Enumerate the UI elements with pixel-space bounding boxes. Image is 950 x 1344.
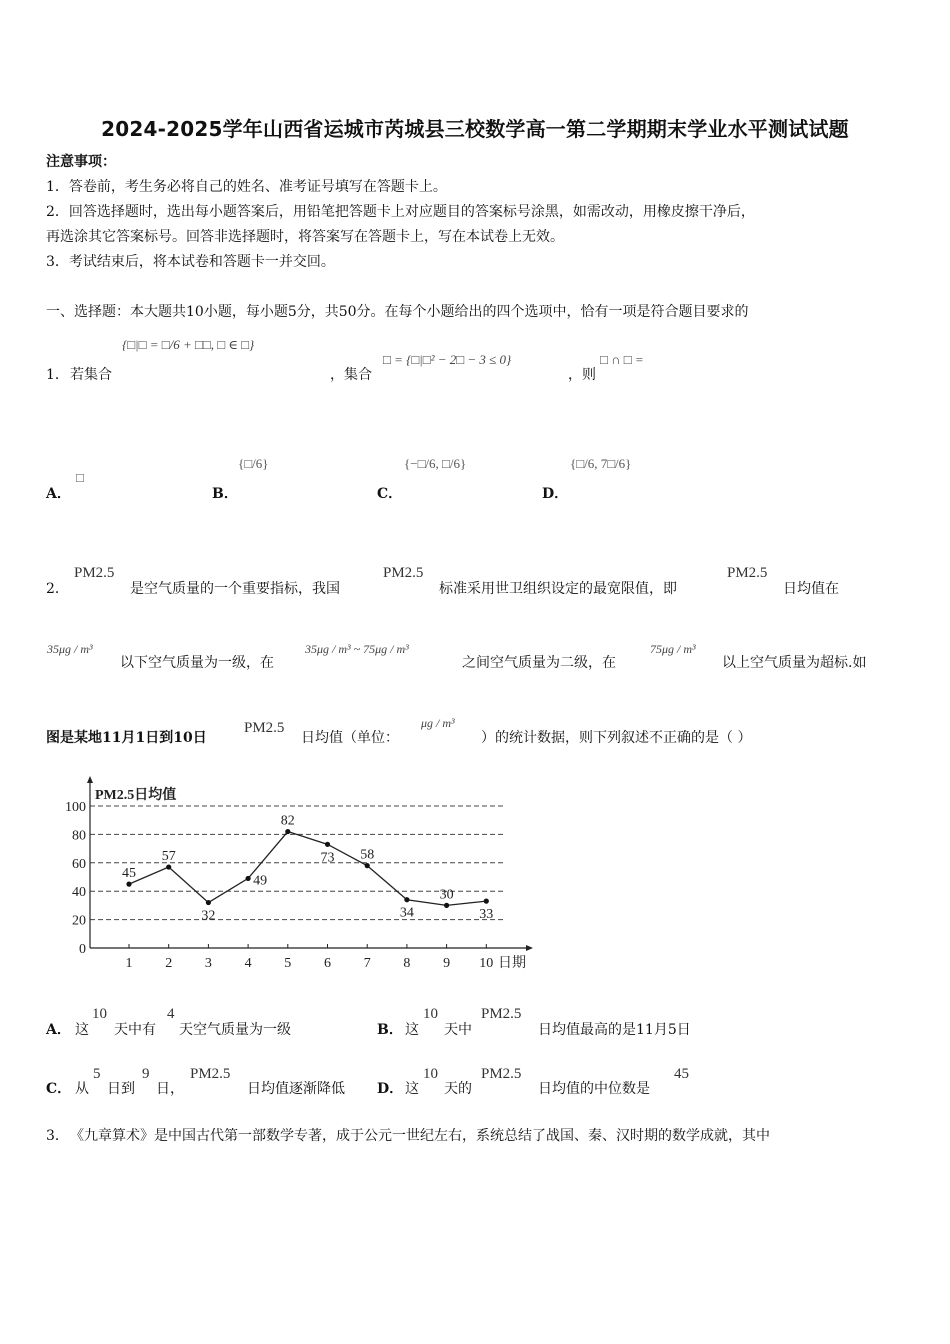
q2-option-b-num-1: 10: [423, 1006, 438, 1022]
q2-text-1: 是空气质量的一个重要指标，我国: [130, 581, 340, 597]
q2-option-a-label[interactable]: A．: [46, 1022, 71, 1038]
q1-formula-set-b: □ = {□|□² − 2□ − 3 ≤ 0}: [383, 352, 512, 367]
q1-text-1: 若集合: [70, 367, 112, 383]
q1-option-c-value: {−□/6, □/6}: [404, 456, 467, 471]
q2-option-d-text-3: 日均值的中位数是: [538, 1081, 650, 1097]
notice-item-2-line2: 再选涂其它答案标号。回答非选择题时，将答案写在答题卡上，写在本试卷上无效。: [46, 229, 564, 245]
y-tick-label: 100: [65, 800, 86, 815]
q1-option-d-label[interactable]: D．: [542, 486, 569, 502]
q1-formula-set-a: {□|□ = □/6 + □□, □ ∈ □}: [122, 337, 255, 352]
data-label: 45: [122, 866, 136, 882]
data-point: [285, 829, 290, 834]
data-point: [365, 863, 370, 868]
q2-option-c-num-1: 5: [93, 1066, 101, 1082]
q2-text-5: 之间空气质量为二级，在: [462, 655, 616, 671]
data-point: [404, 897, 409, 902]
y-tick-label: 80: [72, 828, 86, 844]
q2-option-d-pm25: PM2.5: [481, 1066, 522, 1082]
q2-option-d-num-1: 10: [423, 1066, 438, 1082]
series-line: [129, 832, 486, 906]
q2-option-a-text-3: 天空气质量为一级: [179, 1022, 291, 1038]
y-tick-label: 0: [79, 942, 86, 957]
notice-item-2-line1: 2．回答选择题时，选出每小题答案后，用铅笔把答题卡上对应题目的答案标号涂黑，如需改动，用橡皮擦干净后，: [46, 204, 755, 220]
pm25-line-chart: [46, 772, 546, 972]
q2-option-c-text-4: 日均值逐渐降低: [247, 1081, 345, 1097]
q2-option-c-text-2: 日到: [107, 1081, 135, 1097]
data-point: [166, 864, 171, 869]
page-title: 2024-2025学年山西省运城市芮城县三校数学高一第二学期期末学业水平测试试题: [101, 117, 849, 141]
q1-option-b-label[interactable]: B．: [212, 486, 238, 502]
x-axis-label: 日期: [498, 956, 526, 971]
chart-title: PM2.5日均值: [95, 788, 177, 803]
q2-option-d-num-2: 45: [674, 1066, 689, 1082]
q2-number: 2．: [46, 581, 69, 597]
q2-option-b-pm25: PM2.5: [481, 1006, 522, 1022]
q2-option-d-text-1: 这: [405, 1081, 419, 1097]
notice-item-1: 1．答卷前，考生务必将自己的姓名、准考证号填写在答题卡上。: [46, 179, 447, 195]
q2-text-2: 标准采用世卫组织设定的最宽限值，即: [439, 581, 677, 597]
data-point: [325, 842, 330, 847]
y-axis-arrow: [87, 776, 93, 783]
data-label: 58: [360, 847, 375, 863]
q2-pm25-1: PM2.5: [74, 565, 115, 581]
data-label: 32: [201, 908, 216, 924]
q2-option-b-text-2: 天中: [444, 1022, 472, 1038]
x-tick-label: 2: [165, 956, 173, 971]
x-tick-label: 1: [125, 956, 133, 971]
q1-option-a-label[interactable]: A．: [46, 486, 71, 502]
x-tick-label: 4: [244, 956, 252, 971]
data-label: 49: [253, 873, 268, 889]
q1-option-b-value: {□/6}: [238, 456, 269, 471]
q2-option-d-label[interactable]: D．: [377, 1081, 404, 1097]
q2-option-b-label[interactable]: B．: [377, 1022, 403, 1038]
x-tick-label: 10: [479, 956, 494, 971]
y-tick-label: 20: [72, 913, 86, 929]
notice-heading: 注意事项：: [46, 154, 116, 170]
data-label: 82: [280, 813, 295, 829]
x-tick-label: 7: [363, 956, 371, 971]
q1-text-2: ，集合: [330, 367, 372, 383]
q2-text-7: 图是某地11月1日到10日: [46, 730, 207, 746]
data-point: [484, 899, 489, 904]
q2-unit-range: 35μg / m³ ~ 75μg / m³: [305, 642, 409, 656]
q2-pm25-2: PM2.5: [383, 565, 424, 581]
q2-option-c-num-2: 9: [142, 1066, 150, 1082]
q2-option-b-text-1: 这: [405, 1022, 419, 1038]
q2-unit-35: 35μg / m³: [47, 642, 93, 656]
data-label: 57: [161, 849, 176, 865]
q1-option-d-value: {□/6, 7□/6}: [570, 456, 632, 471]
q1-text-3: ，则: [568, 367, 596, 383]
q2-option-c-text-1: 从: [75, 1081, 89, 1097]
data-point: [206, 900, 211, 905]
q2-option-a-text-1: 这: [75, 1022, 89, 1038]
q3-number: 3．: [46, 1128, 69, 1144]
q2-option-a-num-1: 10: [92, 1006, 107, 1022]
q2-pm25-3: PM2.5: [727, 565, 768, 581]
q2-option-c-text-3: 日，: [156, 1081, 184, 1097]
q2-text-4: 以下空气质量为一级，在: [120, 655, 274, 671]
q2-text-3: 日均值在: [783, 581, 839, 597]
q2-unit-75: 75μg / m³: [650, 642, 696, 656]
x-tick-label: 8: [403, 956, 411, 971]
q1-option-c-label[interactable]: C．: [377, 486, 403, 502]
q2-pm25-4: PM2.5: [244, 720, 285, 736]
x-tick-label: 6: [324, 956, 331, 971]
q1-number: 1．: [46, 367, 69, 383]
q1-option-a-value: □: [76, 470, 84, 485]
q2-option-a-num-2: 4: [167, 1006, 175, 1022]
data-point: [126, 882, 131, 887]
x-tick-label: 3: [204, 956, 212, 971]
data-label: 34: [399, 905, 414, 921]
q2-option-a-text-2: 天中有: [114, 1022, 156, 1038]
q3-text: 《九章算术》是中国古代第一部数学专著，成于公元一世纪左右，系统总结了战国、秦、汉时期的数学成就，其中: [70, 1128, 770, 1144]
q2-option-b-text-3: 日均值最高的是11月5日: [538, 1022, 691, 1038]
q2-option-c-label[interactable]: C．: [46, 1081, 72, 1097]
x-axis-arrow: [526, 945, 533, 951]
data-point: [246, 876, 251, 881]
q1-formula-intersection: □ ∩ □ =: [600, 352, 644, 367]
q2-option-c-pm25: PM2.5: [190, 1066, 231, 1082]
q2-option-d-text-2: 天的: [444, 1081, 472, 1097]
q2-text-9: ）的统计数据，则下列叙述不正确的是（ ）: [481, 730, 752, 746]
x-tick-label: 5: [284, 956, 292, 971]
y-tick-label: 40: [72, 885, 86, 901]
y-tick-label: 60: [72, 856, 86, 872]
notice-item-3: 3．考试结束后，将本试卷和答题卡一并交回。: [46, 254, 335, 270]
data-label: 73: [320, 850, 335, 866]
q2-text-8: 日均值（单位：: [301, 730, 399, 746]
q2-unit: μg / m³: [421, 716, 455, 730]
section-heading: 一、选择题：本大题共10小题，每小题5分，共50分。在每个小题给出的四个选项中，恰有一项是符合题目要求的: [46, 304, 749, 320]
q2-text-6: 以上空气质量为超标.如: [722, 655, 867, 671]
data-label: 30: [439, 887, 454, 903]
data-label: 33: [479, 907, 494, 923]
x-tick-label: 9: [443, 956, 451, 971]
data-point: [444, 903, 449, 908]
